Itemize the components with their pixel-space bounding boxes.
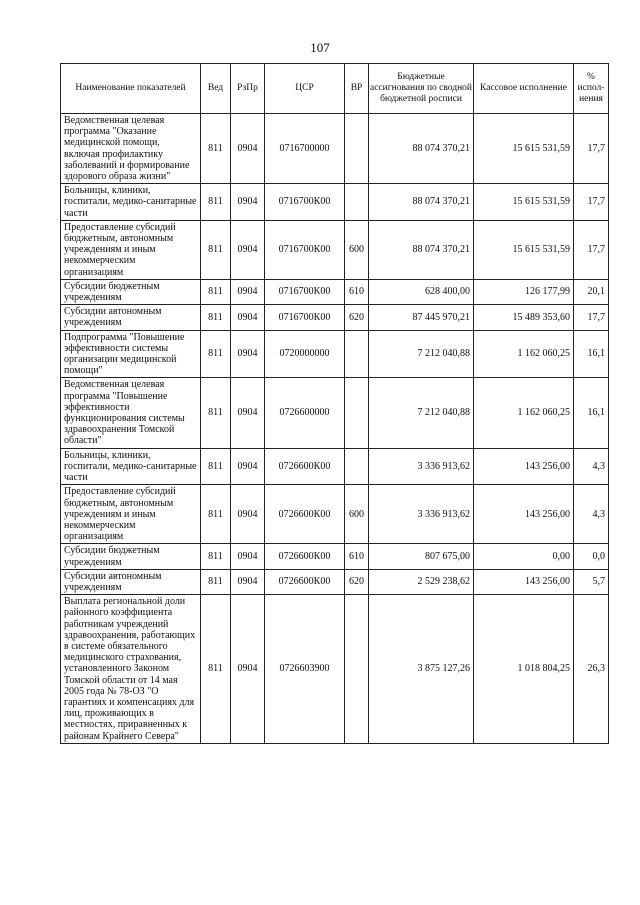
col-header-percent: % испол-нения <box>574 64 609 114</box>
cell-budget: 7 212 040,88 <box>369 378 474 448</box>
cell-name: Выплата региональной доли районного коэффициента работникам учреждений здравоохранения, работающих в системе обязательного медицинского страхования, установленного Законом Томской области от 14 мая 2005 года № 78-ОЗ "О гарантиях и компенсациях для лиц, проживающих в местностях, приравненных к районам Крайнего Севера" <box>61 595 201 744</box>
cell-rzpr: 0904 <box>231 184 265 221</box>
cell-name: Субсидии бюджетным учреждениям <box>61 279 201 304</box>
cell-cash: 15 615 531,59 <box>474 220 574 279</box>
cell-vr <box>345 330 369 378</box>
table-row <box>61 378 609 448</box>
cell-ved: 811 <box>201 279 231 304</box>
cell-ved: 811 <box>201 485 231 544</box>
cell-csr: 0716700К00 <box>265 279 345 304</box>
cell-name: Подпрограмма "Повышение эффективности системы организации медицинской помощи" <box>61 330 201 378</box>
cell-csr: 0726600000 <box>265 378 345 448</box>
table-row <box>61 305 609 330</box>
table-body <box>61 114 609 744</box>
cell-csr: 0716700К00 <box>265 305 345 330</box>
cell-budget: 87 445 970,21 <box>369 305 474 330</box>
cell-percent: 17,7 <box>574 184 609 221</box>
cell-percent: 20,1 <box>574 279 609 304</box>
cell-vr: 610 <box>345 544 369 569</box>
cell-rzpr: 0904 <box>231 569 265 594</box>
cell-percent: 26,3 <box>574 595 609 744</box>
cell-ved: 811 <box>201 378 231 448</box>
cell-vr: 600 <box>345 485 369 544</box>
cell-csr: 0726600К00 <box>265 544 345 569</box>
cell-ved: 811 <box>201 448 231 485</box>
table-row <box>61 485 609 544</box>
table-row <box>61 220 609 279</box>
table-header <box>61 64 609 114</box>
cell-percent: 17,7 <box>574 305 609 330</box>
cell-cash: 1 162 060,25 <box>474 378 574 448</box>
cell-vr <box>345 184 369 221</box>
cell-cash: 15 615 531,59 <box>474 184 574 221</box>
cell-budget: 88 074 370,21 <box>369 220 474 279</box>
cell-name: Ведомственная целевая программа "Повышение эффективности функционирования системы здравоохранения Томской области" <box>61 378 201 448</box>
cell-name: Субсидии бюджетным учреждениям <box>61 544 201 569</box>
cell-vr <box>345 448 369 485</box>
cell-name: Субсидии автономным учреждениям <box>61 569 201 594</box>
cell-csr: 0726600К00 <box>265 448 345 485</box>
cell-cash: 0,00 <box>474 544 574 569</box>
col-header-ved: Вед <box>201 64 231 114</box>
cell-vr <box>345 378 369 448</box>
cell-vr <box>345 114 369 184</box>
cell-rzpr: 0904 <box>231 448 265 485</box>
budget-table <box>60 63 609 744</box>
cell-percent: 5,7 <box>574 569 609 594</box>
cell-name: Предоставление субсидий бюджетным, автономным учреждениям и иным некоммерческим организациям <box>61 220 201 279</box>
cell-budget: 2 529 238,62 <box>369 569 474 594</box>
cell-budget: 3 336 913,62 <box>369 448 474 485</box>
cell-vr: 610 <box>345 279 369 304</box>
cell-ved: 811 <box>201 114 231 184</box>
cell-rzpr: 0904 <box>231 279 265 304</box>
cell-budget: 807 675,00 <box>369 544 474 569</box>
cell-csr: 0716700К00 <box>265 184 345 221</box>
cell-name: Больницы, клиники, госпитали, медико-санитарные части <box>61 184 201 221</box>
cell-percent: 0,0 <box>574 544 609 569</box>
cell-ved: 811 <box>201 184 231 221</box>
cell-cash: 1 018 804,25 <box>474 595 574 744</box>
col-header-budget: Бюджетные ассигнования по сводной бюджетной росписи <box>369 64 474 114</box>
cell-vr: 620 <box>345 305 369 330</box>
cell-cash: 143 256,00 <box>474 485 574 544</box>
cell-budget: 628 400,00 <box>369 279 474 304</box>
cell-ved: 811 <box>201 595 231 744</box>
cell-cash: 126 177,99 <box>474 279 574 304</box>
table-row <box>61 114 609 184</box>
cell-rzpr: 0904 <box>231 220 265 279</box>
cell-cash: 143 256,00 <box>474 448 574 485</box>
cell-budget: 7 212 040,88 <box>369 330 474 378</box>
col-header-name: Наименование показателей <box>61 64 201 114</box>
cell-csr: 0716700000 <box>265 114 345 184</box>
cell-name: Больницы, клиники, госпитали, медико-санитарные части <box>61 448 201 485</box>
cell-percent: 16,1 <box>574 330 609 378</box>
table-row <box>61 569 609 594</box>
cell-rzpr: 0904 <box>231 595 265 744</box>
cell-csr: 0726600К00 <box>265 485 345 544</box>
col-header-rzpr: РзПр <box>231 64 265 114</box>
cell-vr: 600 <box>345 220 369 279</box>
cell-rzpr: 0904 <box>231 378 265 448</box>
cell-ved: 811 <box>201 544 231 569</box>
cell-vr: 620 <box>345 569 369 594</box>
cell-name: Субсидии автономным учреждениям <box>61 305 201 330</box>
table-row <box>61 279 609 304</box>
cell-percent: 17,7 <box>574 220 609 279</box>
cell-vr <box>345 595 369 744</box>
cell-ved: 811 <box>201 569 231 594</box>
cell-name: Ведомственная целевая программа "Оказание медицинской помощи, включая профилактику заболеваний и формирование здорового образа жизни" <box>61 114 201 184</box>
cell-rzpr: 0904 <box>231 114 265 184</box>
table-row <box>61 544 609 569</box>
cell-name: Предоставление субсидий бюджетным, автономным учреждениям и иным некоммерческим организациям <box>61 485 201 544</box>
col-header-csr: ЦСР <box>265 64 345 114</box>
table-row <box>61 184 609 221</box>
cell-rzpr: 0904 <box>231 330 265 378</box>
cell-cash: 15 615 531,59 <box>474 114 574 184</box>
cell-csr: 0716700К00 <box>265 220 345 279</box>
cell-cash: 15 489 353,60 <box>474 305 574 330</box>
cell-csr: 0726600К00 <box>265 569 345 594</box>
page-number: 107 <box>310 40 330 55</box>
cell-ved: 811 <box>201 330 231 378</box>
col-header-cash: Кассовое исполнение <box>474 64 574 114</box>
cell-rzpr: 0904 <box>231 485 265 544</box>
cell-percent: 4,3 <box>574 485 609 544</box>
cell-rzpr: 0904 <box>231 305 265 330</box>
col-header-vr: ВР <box>345 64 369 114</box>
cell-cash: 143 256,00 <box>474 569 574 594</box>
table-row <box>61 595 609 744</box>
cell-csr: 0726603900 <box>265 595 345 744</box>
cell-rzpr: 0904 <box>231 544 265 569</box>
cell-ved: 811 <box>201 220 231 279</box>
table-row <box>61 448 609 485</box>
header-row <box>61 64 609 114</box>
cell-budget: 88 074 370,21 <box>369 114 474 184</box>
cell-budget: 3 875 127,26 <box>369 595 474 744</box>
cell-cash: 1 162 060,25 <box>474 330 574 378</box>
cell-percent: 17,7 <box>574 114 609 184</box>
cell-budget: 88 074 370,21 <box>369 184 474 221</box>
cell-percent: 4,3 <box>574 448 609 485</box>
cell-ved: 811 <box>201 305 231 330</box>
cell-percent: 16,1 <box>574 378 609 448</box>
table-row <box>61 330 609 378</box>
cell-csr: 0720000000 <box>265 330 345 378</box>
cell-budget: 3 336 913,62 <box>369 485 474 544</box>
